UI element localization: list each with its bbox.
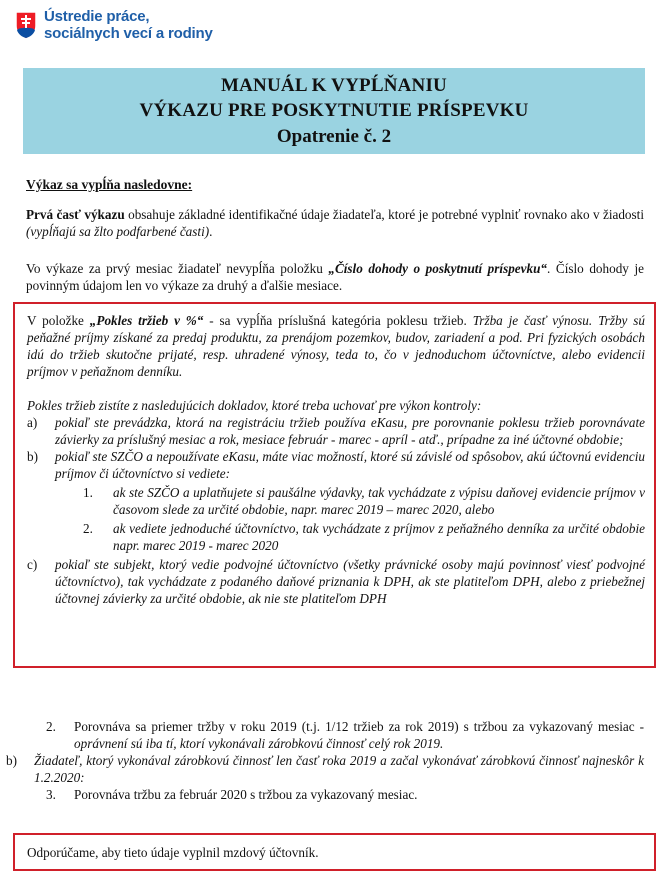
- first-part-text: obsahuje základné identifikačné údaje žiadateľa, ktoré je potrebné vyplniť rovnako ako v žiadosti: [124, 207, 644, 222]
- list-item-c: [27, 556, 645, 607]
- lower-item-2-text: [74, 718, 644, 752]
- revenue-decline-box: [13, 302, 656, 668]
- list-marker: b): [27, 449, 38, 464]
- title-banner: [23, 68, 645, 154]
- lower-item-b: [6, 752, 644, 786]
- list-item-text: pokiaľ ste SZČO a nepoužívate eKasu, máte viac možností, ktoré sú závislé od spôsobov, akú účtovnú evidenciu príjmov či účtovníctvo si vediete:: [55, 449, 645, 481]
- uspvr-logo: [14, 6, 254, 48]
- documents-intro: Pokles tržieb zistíte z nasledujúcich dokladov, ktoré treba uchovať pre výkon kontroly:: [27, 398, 482, 413]
- definition-bold: „Pokles tržieb v %“: [89, 313, 204, 328]
- sub-item-text: ak vediete jednoduché účtovníctvo, tak vychádzate z príjmov z peňažného denníka za určité obdobie napr. marec 2019 - marec 2020: [113, 521, 645, 553]
- lower-item-b-text: Žiadateľ, ktorý vykonával zárobkovú činnosť len časť roka 2019 a začal vykonávať zárobkovú činnosť najneskôr k 1.2.2020:: [34, 753, 644, 785]
- list-item-b: [27, 448, 645, 482]
- revenue-definition: [27, 312, 645, 380]
- sub-marker: 1.: [83, 485, 93, 500]
- sub-item-1: [27, 484, 645, 518]
- first-part-end: .: [209, 224, 213, 239]
- definition-mid: - sa vypĺňa príslušná kategória poklesu tržieb.: [203, 313, 473, 328]
- list-marker: c): [27, 557, 38, 572]
- list-item-text: pokiaľ ste subjekt, ktorý vedie podvojné účtovníctvo (všetky právnické osoby majú povinnosť viesť podvojné účtovníctvo), tak vychádzate z podaného daňové priznania k DPH, ak ste platiteľom DPH, alebo z priebežnej účtovnej závierky za určité obdobie, ak nie ste platiteľom DPH: [55, 557, 645, 606]
- sub-marker: 2.: [83, 521, 93, 536]
- logo-line-2: sociálnych vecí a rodiny: [44, 25, 213, 42]
- list-marker: b): [6, 753, 17, 768]
- list-marker: a): [27, 415, 38, 430]
- item2-normal: Porovnáva sa priemer tržby v roku 2019 (t.j. 1/12 tržieb za rok 2019) s tržbou za vykazovaný mesiac -: [74, 719, 644, 734]
- recommendation-box: [13, 833, 656, 871]
- definition-italic: Tržba je časť výnosu. Tržby sú peňažné príjmy získané za predaj produktu, za prenájom pozemkov, budov, zariadení a pod. Pri fyzických osobách idú do tržieb skutočne prijaté, resp. uhradené výnosy, teda to, čo v jednoduchom účtovníctve, alebo evidencii príjmov v peňažnom denníku.: [27, 313, 645, 379]
- intro-heading: Výkaz sa vypĺňa nasledovne:: [26, 177, 193, 192]
- paragraph-contract-number: [26, 260, 644, 294]
- logo-line-1: Ústredie práce,: [44, 8, 150, 25]
- lower-list: [6, 718, 644, 803]
- coat-of-arms-icon: [14, 10, 38, 40]
- list-item-a: [27, 414, 645, 448]
- lower-item-3-text: Porovnáva tržbu za február 2020 s tržbou za vykazovaný mesiac.: [74, 787, 418, 802]
- contract-text: Vo výkaze za prvý mesiac žiadateľ nevypĺňa položku: [26, 261, 329, 276]
- lower-item-2: [26, 718, 644, 752]
- title-line-3: Opatrenie č. 2: [276, 126, 392, 147]
- definition-start: V položke: [27, 313, 90, 328]
- title-line-1: MANUÁL K VYPĹŇANIU: [221, 75, 447, 96]
- first-part-bold: Prvá časť výkazu: [26, 207, 125, 222]
- list-marker: 2.: [46, 719, 56, 734]
- list-item-text: pokiaľ ste prevádzka, ktorá na registráciu tržieb používa eKasu, pre porovnanie poklesu tržieb porovnávate závierky za príslušný mesiac a rok, mesiace február - marec - apríl - atď., prípadne za iné účtovné obdobie;: [55, 415, 645, 447]
- paragraph-first-part: [26, 206, 644, 240]
- title-line-2: VÝKAZU PRE POSKYTNUTIE PRÍSPEVKU: [139, 100, 529, 121]
- lower-item-3: [26, 786, 644, 803]
- item2-italic: oprávnení sú iba tí, ktorí vykonávali zárobkovú činnosť celý rok 2019.: [74, 736, 444, 751]
- contract-bold: „Číslo dohody o poskytnutí príspevku“: [328, 261, 548, 276]
- sub-item-text: ak ste SZČO a uplatňujete si paušálne výdavky, tak vychádzate z výpisu daňovej evidencie príjmov v časovom slede za určité obdobie, napr. marec 2019 – marec 2020, alebo: [113, 485, 645, 517]
- first-part-italic: (vypĺňajú sa žlto podfarbené časti): [26, 224, 210, 239]
- recommendation-text: Odporúčame, aby tieto údaje vyplnil mzdový účtovník.: [27, 845, 319, 860]
- contract-end: . Číslo dohody je povinným údajom len vo výkaze za druhý a ďalšie mesiace.: [26, 261, 644, 293]
- list-marker: 3.: [46, 787, 56, 802]
- sub-item-2: [27, 520, 645, 554]
